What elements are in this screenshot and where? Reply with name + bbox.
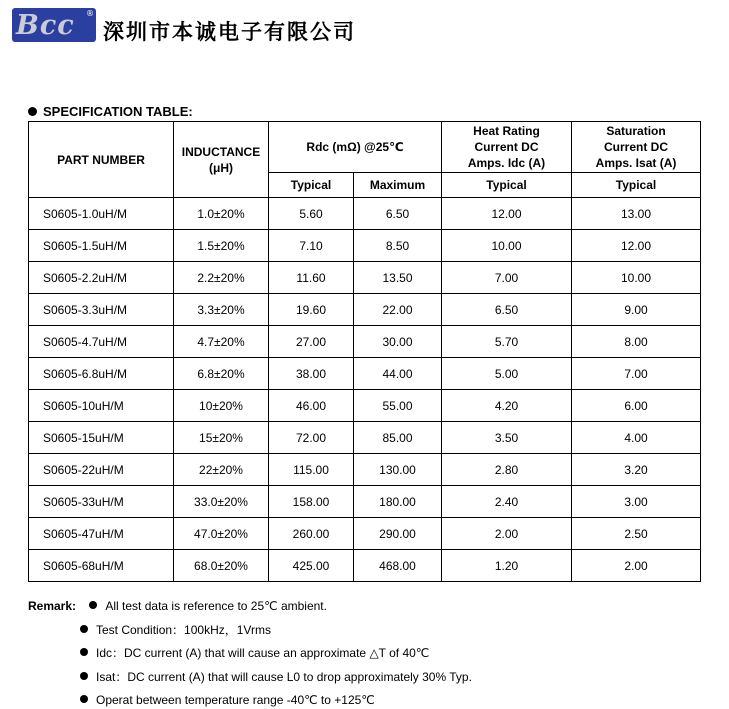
logo-registered-mark: ®: [86, 9, 94, 18]
cell-part-number: S0605-1.5uH/M: [29, 230, 174, 262]
cell-rdc-maximum: 468.00: [354, 550, 442, 582]
cell-isat-typical: 9.00: [572, 294, 701, 326]
cell-inductance: 3.3±20%: [174, 294, 269, 326]
cell-idc-typical: 2.80: [442, 454, 572, 486]
section-title: [28, 104, 193, 119]
cell-part-number: S0605-2.2uH/M: [29, 262, 174, 294]
cell-part-number: S0605-10uH/M: [29, 390, 174, 422]
header-rdc-maximum: Maximum: [354, 173, 442, 198]
cell-isat-typical: 8.00: [572, 326, 701, 358]
cell-part-number: S0605-3.3uH/M: [29, 294, 174, 326]
cell-rdc-maximum: 290.00: [354, 518, 442, 550]
cell-rdc-maximum: 55.00: [354, 390, 442, 422]
remark-line: [80, 669, 472, 685]
section-title-text: SPECIFICATION TABLE:: [43, 104, 193, 119]
header-rdc: Rdc (mΩ) @25℃: [269, 122, 442, 173]
table-row: [29, 518, 701, 550]
bullet-icon: [28, 107, 37, 116]
cell-rdc-maximum: 8.50: [354, 230, 442, 262]
cell-inductance: 1.0±20%: [174, 198, 269, 230]
remark-item: Test Condition：100kHz，1Vrms: [96, 623, 271, 637]
cell-idc-typical: 3.50: [442, 422, 572, 454]
cell-inductance: 2.2±20%: [174, 262, 269, 294]
table-row: [29, 550, 701, 582]
cell-inductance: 33.0±20%: [174, 486, 269, 518]
remark-label: Remark:: [28, 599, 77, 613]
cell-idc-typical: 12.00: [442, 198, 572, 230]
cell-rdc-maximum: 85.00: [354, 422, 442, 454]
cell-part-number: S0605-22uH/M: [29, 454, 174, 486]
table-body: [29, 198, 701, 582]
table-row: [29, 486, 701, 518]
remark-line: [28, 598, 327, 614]
cell-inductance: 22±20%: [174, 454, 269, 486]
cell-inductance: 6.8±20%: [174, 358, 269, 390]
cell-rdc-typical: 27.00: [269, 326, 354, 358]
table-row: [29, 294, 701, 326]
remark-line: [80, 692, 375, 708]
cell-isat-typical: 3.00: [572, 486, 701, 518]
cell-rdc-maximum: 30.00: [354, 326, 442, 358]
cell-rdc-maximum: 180.00: [354, 486, 442, 518]
header-inductance: INDUCTANCE (μH): [174, 122, 269, 198]
cell-rdc-typical: 11.60: [269, 262, 354, 294]
cell-rdc-maximum: 13.50: [354, 262, 442, 294]
table-row: [29, 262, 701, 294]
cell-isat-typical: 3.20: [572, 454, 701, 486]
cell-part-number: S0605-1.0uH/M: [29, 198, 174, 230]
cell-inductance: 10±20%: [174, 390, 269, 422]
cell-part-number: S0605-33uH/M: [29, 486, 174, 518]
cell-rdc-typical: 72.00: [269, 422, 354, 454]
logo-text: Bcc: [16, 10, 75, 41]
cell-rdc-typical: 425.00: [269, 550, 354, 582]
cell-isat-typical: 2.00: [572, 550, 701, 582]
cell-part-number: S0605-68uH/M: [29, 550, 174, 582]
cell-rdc-maximum: 22.00: [354, 294, 442, 326]
remark-item: Isat：DC current (A) that will cause L0 to drop approximately 30% Typ.: [96, 670, 472, 684]
remark-item: Operat between temperature range -40℃ to +125℃: [96, 693, 375, 707]
cell-part-number: S0605-4.7uH/M: [29, 326, 174, 358]
header-part-number: PART NUMBER: [29, 122, 174, 198]
cell-rdc-typical: 158.00: [269, 486, 354, 518]
cell-rdc-typical: 7.10: [269, 230, 354, 262]
table-row: [29, 326, 701, 358]
bullet-icon: [80, 695, 88, 703]
header-sat-typical: Typical: [572, 173, 701, 198]
bullet-icon: [80, 672, 88, 680]
table-row: [29, 358, 701, 390]
bullet-icon: [80, 648, 88, 656]
cell-rdc-typical: 5.60: [269, 198, 354, 230]
cell-idc-typical: 10.00: [442, 230, 572, 262]
cell-isat-typical: 12.00: [572, 230, 701, 262]
cell-idc-typical: 7.00: [442, 262, 572, 294]
remark-item: All test data is reference to 25℃ ambient.: [105, 599, 327, 613]
bullet-icon: [89, 601, 97, 609]
cell-rdc-maximum: 130.00: [354, 454, 442, 486]
company-logo: [12, 8, 96, 42]
bullet-icon: [80, 625, 88, 633]
header-heat-rating: Heat Rating Current DC Amps. Idc (A): [442, 122, 572, 173]
cell-idc-typical: 5.00: [442, 358, 572, 390]
cell-isat-typical: 6.00: [572, 390, 701, 422]
header-heat-typical: Typical: [442, 173, 572, 198]
cell-idc-typical: 2.00: [442, 518, 572, 550]
cell-part-number: S0605-15uH/M: [29, 422, 174, 454]
cell-idc-typical: 4.20: [442, 390, 572, 422]
table-row: [29, 390, 701, 422]
header-saturation: Saturation Current DC Amps. Isat (A): [572, 122, 701, 173]
cell-inductance: 4.7±20%: [174, 326, 269, 358]
cell-inductance: 15±20%: [174, 422, 269, 454]
company-name: 深圳市本诚电子有限公司: [103, 19, 356, 44]
cell-rdc-maximum: 6.50: [354, 198, 442, 230]
cell-isat-typical: 2.50: [572, 518, 701, 550]
cell-isat-typical: 13.00: [572, 198, 701, 230]
cell-isat-typical: 10.00: [572, 262, 701, 294]
header-rdc-typical: Typical: [269, 173, 354, 198]
cell-rdc-typical: 115.00: [269, 454, 354, 486]
remark-line: [80, 622, 271, 638]
cell-rdc-maximum: 44.00: [354, 358, 442, 390]
cell-rdc-typical: 38.00: [269, 358, 354, 390]
cell-part-number: S0605-6.8uH/M: [29, 358, 174, 390]
cell-inductance: 1.5±20%: [174, 230, 269, 262]
cell-rdc-typical: 260.00: [269, 518, 354, 550]
specification-table: [28, 121, 701, 582]
table-row: [29, 454, 701, 486]
cell-rdc-typical: 46.00: [269, 390, 354, 422]
cell-inductance: 68.0±20%: [174, 550, 269, 582]
cell-idc-typical: 1.20: [442, 550, 572, 582]
table-row: [29, 198, 701, 230]
cell-part-number: S0605-47uH/M: [29, 518, 174, 550]
remark-item: Idc：DC current (A) that will cause an approximate △T of 40℃: [96, 646, 430, 660]
cell-idc-typical: 2.40: [442, 486, 572, 518]
cell-idc-typical: 6.50: [442, 294, 572, 326]
table-row: [29, 422, 701, 454]
cell-isat-typical: 7.00: [572, 358, 701, 390]
cell-inductance: 47.0±20%: [174, 518, 269, 550]
cell-idc-typical: 5.70: [442, 326, 572, 358]
remark-line: [80, 645, 429, 661]
cell-rdc-typical: 19.60: [269, 294, 354, 326]
table-row: [29, 230, 701, 262]
cell-isat-typical: 4.00: [572, 422, 701, 454]
